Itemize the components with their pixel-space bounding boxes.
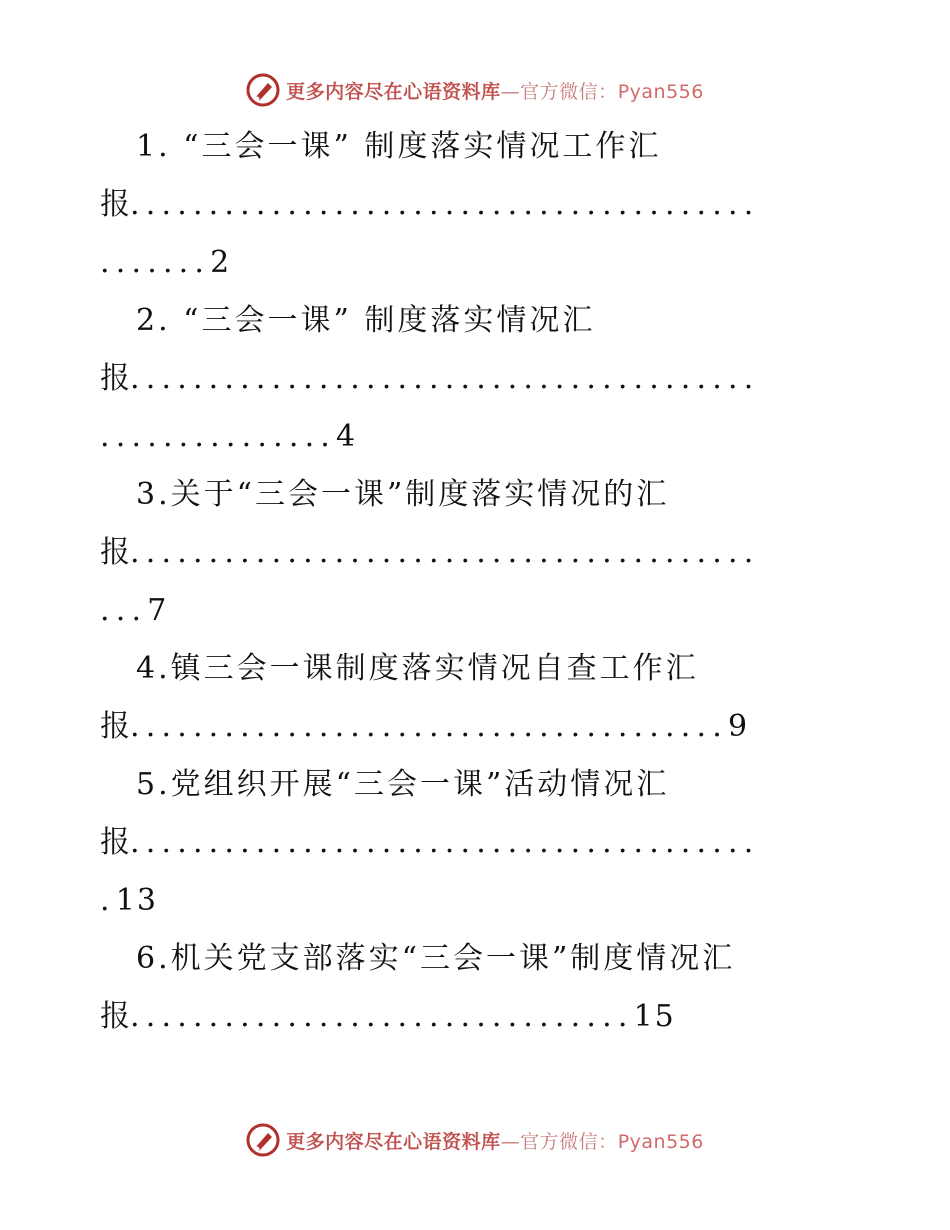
toc-entry-6-title[interactable]: 6.机关党支部落实“三会一课”制度情况汇 <box>136 941 736 976</box>
footer-watermark <box>0 1120 950 1160</box>
header-watermark <box>0 70 950 110</box>
toc-entry-2-page: 4 <box>336 419 358 454</box>
toc-entry-5-page: 13 <box>115 883 158 918</box>
toc-entry-1-page-line: .......2 <box>100 245 232 280</box>
toc-entry-2-page-line: ...............4 <box>100 419 358 454</box>
toc-entry-4-title[interactable]: 4.镇三会一课制度落实情况自查工作汇 <box>136 651 699 686</box>
watermark-group <box>246 1123 704 1157</box>
toc-entry-2-leader: 报........................................ <box>100 361 760 396</box>
toc-entry-3-title[interactable]: 3.关于“三会一课”制度落实情况的汇 <box>136 477 670 512</box>
toc-entry-1-leader: 报........................................ <box>100 187 760 222</box>
toc-entry-3-page-line: ...7 <box>100 593 169 628</box>
toc-entry-3-page: 7 <box>147 593 169 628</box>
toc-entry-6-leader: 报................................15 <box>100 999 676 1034</box>
toc-entry-6-page: 15 <box>633 999 676 1034</box>
watermark-text: 更多内容尽在心语资料库—官方微信：Pyan556 <box>286 80 704 103</box>
pen-logo-icon <box>246 1123 280 1157</box>
toc-entry-1-title[interactable]: 1. “三会一课” 制度落实情况工作汇 <box>136 129 662 164</box>
toc-entry-5-page-line: .13 <box>100 883 158 918</box>
pen-logo-icon <box>246 73 280 107</box>
toc-entry-2-title[interactable]: 2. “三会一课” 制度落实情况汇 <box>136 303 596 338</box>
toc-entry-5-title[interactable]: 5.党组织开展“三会一课”活动情况汇 <box>136 767 670 802</box>
toc-entry-4-page: 9 <box>727 709 750 744</box>
watermark-group <box>246 73 704 107</box>
toc-entry-5-leader: 报........................................ <box>100 825 760 860</box>
table-of-contents <box>100 118 845 1046</box>
toc-entry-3-leader: 报........................................ <box>100 535 760 570</box>
toc-entry-4-leader: 报......................................9 <box>100 709 750 744</box>
watermark-text: 更多内容尽在心语资料库—官方微信：Pyan556 <box>286 1130 704 1153</box>
toc-entry-1-page: 2 <box>210 245 232 280</box>
